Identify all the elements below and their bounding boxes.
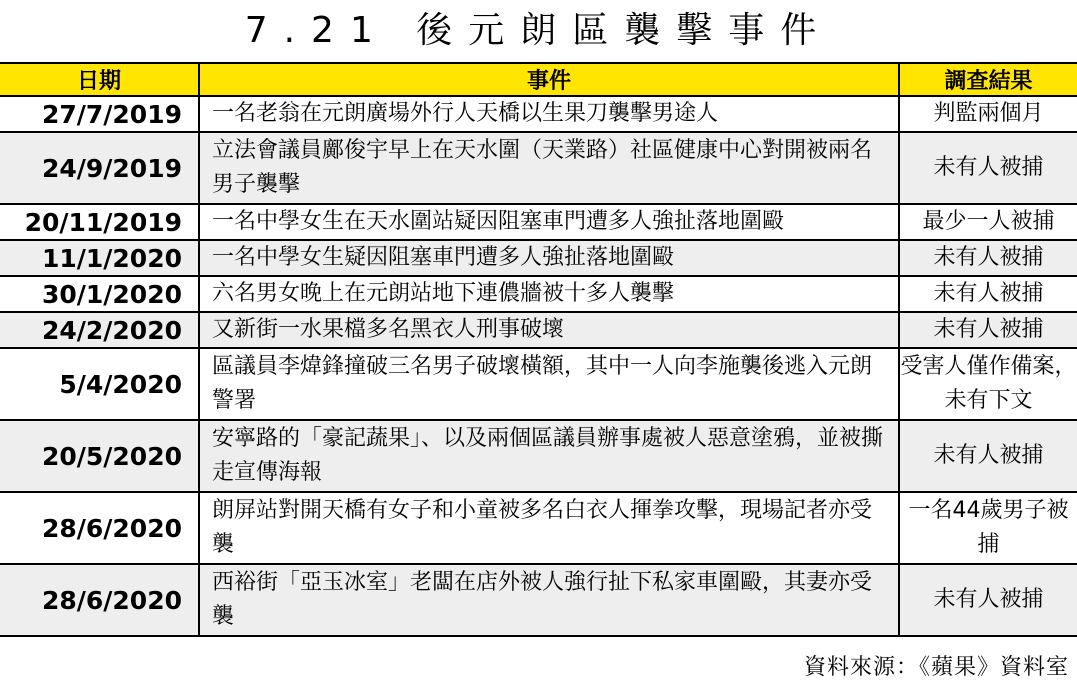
row-event: 又新街一水果檔多名黑衣人刑事破壞 [199, 312, 899, 348]
column-header-event: 事件 [199, 63, 899, 96]
row-event: 六名男女晚上在元朗站地下連儂牆被十多人襲擊 [199, 276, 899, 312]
events-table [0, 62, 1077, 637]
row-result: 未有人被捕 [899, 132, 1077, 204]
row-result: 未有人被捕 [899, 312, 1077, 348]
row-result: 一名44歲男子被捕 [899, 492, 1077, 564]
table-row [0, 204, 1077, 240]
table-row [0, 132, 1077, 204]
row-event: 西裕街「亞玉冰室」老闆在店外被人強行扯下私家車圍毆，其妻亦受襲 [199, 564, 899, 636]
row-result: 判監兩個月 [899, 96, 1077, 132]
table-row [0, 240, 1077, 276]
row-event: 一名老翁在元朗廣場外行人天橋以生果刀襲擊男途人 [199, 96, 899, 132]
row-result: 未有人被捕 [899, 420, 1077, 492]
table-row [0, 96, 1077, 132]
row-date: 20/5/2020 [0, 420, 199, 492]
row-event: 一名中學女生在天水圍站疑因阻塞車門遭多人強扯落地圍毆 [199, 204, 899, 240]
row-date: 5/4/2020 [0, 348, 199, 420]
row-event: 安寧路的「豪記蔬果」、以及兩個區議員辦事處被人惡意塗鴉，並被撕走宣傳海報 [199, 420, 899, 492]
row-event: 一名中學女生疑因阻塞車門遭多人強扯落地圍毆 [199, 240, 899, 276]
row-date: 28/6/2020 [0, 492, 199, 564]
column-header-date: 日期 [0, 63, 199, 96]
row-date: 11/1/2020 [0, 240, 199, 276]
table-row [0, 348, 1077, 420]
source-credit: 資料來源：《蘋果》資料室 [803, 655, 1069, 680]
row-result: 最少一人被捕 [899, 204, 1077, 240]
row-result: 受害人僅作備案，未有下文 [899, 348, 1077, 420]
row-result: 未有人被捕 [899, 564, 1077, 636]
table-header-row [0, 63, 1077, 96]
table-row [0, 492, 1077, 564]
row-result: 未有人被捕 [899, 276, 1077, 312]
row-date: 24/9/2019 [0, 132, 199, 204]
row-date: 30/1/2020 [0, 276, 199, 312]
row-event: 立法會議員鄺俊宇早上在天水圍（天業路）社區健康中心對開被兩名男子襲擊 [199, 132, 899, 204]
column-header-result: 調查結果 [899, 63, 1077, 96]
table-row [0, 312, 1077, 348]
row-date: 27/7/2019 [0, 96, 199, 132]
row-date: 20/11/2019 [0, 204, 199, 240]
row-event: 區議員李煒鋒撞破三名男子破壞橫額，其中一人向李施襲後逃入元朗警署 [199, 348, 899, 420]
table-row [0, 564, 1077, 636]
table-row [0, 420, 1077, 492]
table-row [0, 276, 1077, 312]
page-title: 7.21 後元朗區襲擊事件 [244, 10, 833, 51]
row-result: 未有人被捕 [899, 240, 1077, 276]
row-date: 28/6/2020 [0, 564, 199, 636]
row-date: 24/2/2020 [0, 312, 199, 348]
row-event: 朗屏站對開天橋有女子和小童被多名白衣人揮拳攻擊，現場記者亦受襲 [199, 492, 899, 564]
